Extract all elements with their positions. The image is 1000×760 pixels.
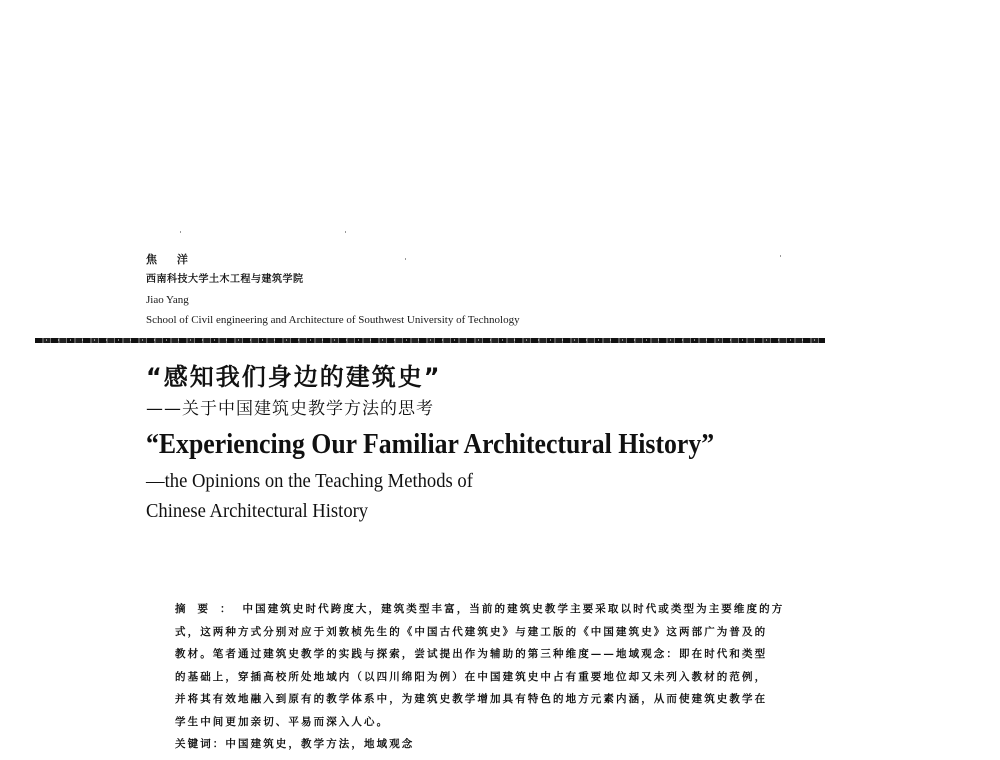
abstract-line — [175, 598, 835, 621]
abstract-line: 教材。笔者通过建筑史教学的实践与探索，尝试提出作为辅助的第三种维度——地域观念：即在时代和类型 — [175, 648, 768, 660]
author-block — [146, 250, 520, 330]
subtitle-cn: ——关于中国建筑史教学方法的思考 — [146, 399, 434, 419]
abstract-label: 摘要： — [175, 603, 243, 615]
scan-speck — [345, 231, 346, 233]
keywords-value: 中国建筑史，教学方法，地域观念 — [225, 738, 415, 750]
title-block — [146, 360, 764, 526]
scan-speck — [780, 255, 781, 257]
title-en: “Experiencing Our Familiar Architectural History” — [146, 429, 715, 460]
author-name-cn: 焦 洋 — [146, 253, 196, 266]
keywords — [175, 733, 835, 756]
subtitle-en-line2: Chinese Architectural History — [146, 500, 369, 522]
abstract — [175, 598, 835, 756]
abstract-line: 并将其有效地融入到原有的教学体系中，为建筑史教学增加具有特色的地方元素内涵，从而使建筑史教学在 — [175, 693, 768, 705]
author-name-en: Jiao Yang — [146, 294, 189, 306]
affiliation-en: School of Civil engineering and Architecture of Southwest University of Technology — [146, 314, 520, 326]
abstract-text: 中国建筑史时代跨度大，建筑类型丰富，当前的建筑史教学主要采取以时代或类型为主要维度的方 — [242, 603, 785, 615]
keywords-label: 关键词： — [175, 738, 226, 750]
header-divider-rule — [35, 338, 825, 343]
title-cn: “感知我们身边的建筑史” — [146, 363, 442, 391]
scan-speck — [180, 231, 181, 233]
subtitle-en-line1: —the Opinions on the Teaching Methods of — [146, 470, 473, 492]
affiliation-cn: 西南科技大学土木工程与建筑学院 — [146, 274, 304, 285]
abstract-line: 的基础上，穿插高校所处地域内（以四川绵阳为例）在中国建筑史中占有重要地位却又未列入教材的范例， — [175, 670, 768, 683]
abstract-line: 式，这两种方式分别对应于刘敦桢先生的《中国古代建筑史》与建工版的《中国建筑史》这两部广为普及的 — [175, 625, 768, 638]
abstract-line: 学生中间更加亲切、平易而深入人心。 — [175, 715, 390, 728]
